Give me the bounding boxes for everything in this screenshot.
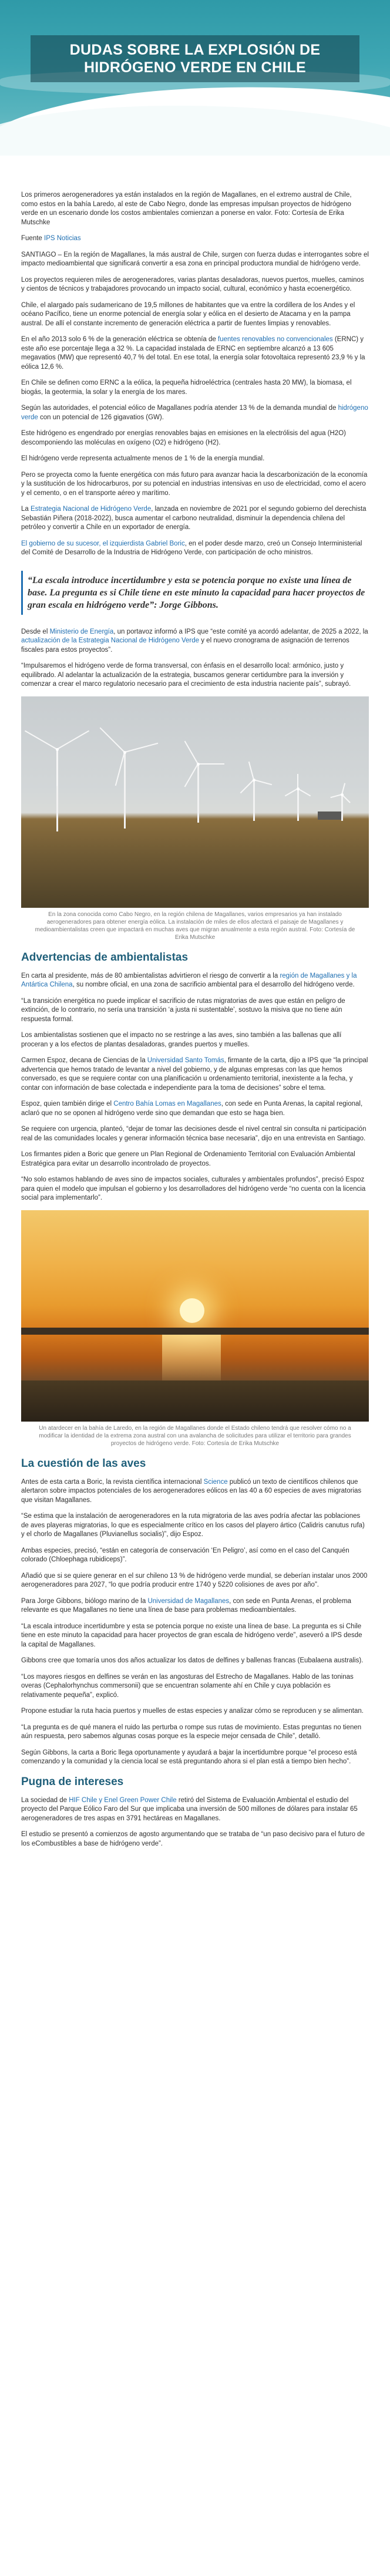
text-run: , su nombre oficial, en una zona de sacrificio ambiental para el desarrollo del hidrógeno verde. — [72, 981, 355, 988]
hif-enel-link[interactable]: HIF Chile y Enel Green Power Chile — [69, 1796, 177, 1804]
paragraph: Se requiere con urgencia, planteó, “dejar de tomar las decisiones desde el nivel central sin consulta ni participación real de las comunidades locales y generar información técnica base necesaria”, dijo en una entrevista en Santiago. — [21, 1126, 367, 1142]
paragraph — [21, 1796, 369, 1824]
paragraph: “La transición energética no puede implicar el sacrificio de rutas migratorias de aves que están en peligro de extinción, de lo contrario, no sería una transición ‘a justa ni sustentable’, sostuvo la misiva que no tiene aún respuesta formal. — [21, 997, 345, 1023]
hero-banner — [0, 0, 390, 156]
wind-turbine-shape — [56, 749, 59, 831]
text-run: La — [21, 506, 31, 513]
text-run: En el año 2013 solo 6 % de la generación eléctrica se obtenía de — [21, 336, 218, 343]
paragraph: Propone estudiar la ruta hacia puertos y muelles de estas especies y analizar cómo se reproducen y se alimentan. — [21, 1708, 364, 1715]
text-run: Para Jorge Gibbons, biólogo marino de la — [21, 1597, 148, 1605]
paragraph: Añadió que si se quiere generar en el sur chileno 13 % de hidrógeno verde mundial, se deberían instalar unos 2000 aerogeneradores para 2027, “lo que podría producir entre 1740 y 5220 colisiones de aves por año”. — [21, 1572, 368, 1588]
paragraph — [21, 505, 369, 533]
source-link[interactable]: IPS Noticias — [44, 235, 81, 242]
national-strategy-link[interactable]: Estrategia Nacional de Hidrógeno Verde — [31, 506, 152, 513]
section-heading: Pugna de intereses — [21, 1775, 124, 1788]
intro-caption: Los primeros aerogeneradores ya están instalados en la región de Magallanes, en el extremo austral de Chile, como estos en la bahía Laredo, al este de Cabo Negro, donde las empresas impulsan proyectos de hidrógeno verde en un escenario donde los costos ambientales comienzan a ponerse en valor. Foto: Cortesía de Erika Mutschke — [21, 191, 352, 226]
text-run: Carmen Espoz, decana de Ciencias de la — [21, 1057, 147, 1064]
pull-quote: “La escala introduce incertidumbre y esta se potencia porque no existe una línea de base. La pregunta es si Chile tiene en este minuto la capacidad para hacer proyectos de gran escala en hidrógeno verde”: Jorge Gibbons. — [21, 571, 369, 615]
paragraph — [21, 1056, 369, 1093]
page-title: DUDAS SOBRE LA EXPLOSIÓN DE HIDRÓGENO VERDE EN CHILE — [69, 42, 321, 76]
renewables-link[interactable]: fuentes renovables no convencionales — [218, 336, 333, 343]
section-heading: Advertencias de ambientalistas — [21, 951, 189, 964]
article-body — [0, 156, 390, 1848]
text-run: y el nuevo cronograma de asignación de terrenos fiscales para estos proyectos”. — [21, 637, 349, 654]
figure-caption: Un atardecer en la bahía de Laredo, en la región de Magallanes donde el Estado chileno tendrá que resolver cómo no a modificar la identidad de la extrema zona austral con una avalancha de solicitudes para utilizar el territorio para grandes proyectos de hidrógeno verde. Foto: Cortesía de Erika Mutschke — [39, 1425, 351, 1447]
magallanes-region-link[interactable]: región de Magallanes y la Antártica Chilena — [21, 972, 357, 988]
text-run: , con sede en Punta Arenas, el problema relevante es que Magallanes no tiene una línea de base para problemas medioambientales. — [21, 1597, 351, 1614]
paragraph: “La escala introduce incertidumbre y esta se potencia porque no existe una línea de base. La pregunta es si Chile tiene en este minuto la capacidad para hacer proyectos de gran escala de hidrógeno verde”, aseveró a IPS desde la capital de Magallanes. — [21, 1622, 362, 1648]
paragraph: En Chile se definen como ERNC a la eólica, la pequeña hidroeléctrica (centrales hasta 20 MW), la biomasa, el biogás, la geotermia, la solar y la energía de los mares. — [21, 379, 352, 396]
text-run: Desde el — [21, 628, 50, 635]
paragraph — [21, 1478, 369, 1506]
wind-turbine-shape — [253, 780, 255, 821]
green-hydrogen-link[interactable]: hidrógeno verde — [21, 405, 368, 421]
paragraph: “No solo estamos hablando de aves sino de impactos sociales, culturales y ambientales profundos”, precisó Espoz para quien el modelo que impulsan el gobierno y los desarrolladores del hidrógeno verde “no cuenta con la licencia social para implementarlo”. — [21, 1176, 366, 1201]
paragraph: “Impulsaremos el hidrógeno verde de forma transversal, con énfasis en el desarrollo local: armónico, justo y equilibrado. Al adelantar la actualización de la estrategia, buscamos generar certidumbre para la inversión y comenzar a crear el marco regulatorio necesario para el crecimiento de esta industria naciente país”, subrayó. — [21, 662, 351, 688]
boric-government-link[interactable]: El gobierno de su sucesor, el izquierdista Gabriel Boric — [21, 540, 185, 547]
text-run: con un potencial de 126 gigavatios (GW). — [38, 413, 164, 421]
paragraph: “La pregunta es de qué manera el ruido las perturba o rompe sus rutas de movimiento. Estas preguntas no tienen aún respuesta, pero sabemos algunas cosas porque es la especie mejor censada de Chile”, detalló. — [21, 1723, 362, 1740]
figure-caption: En la zona conocida como Cabo Negro, en la región chilena de Magallanes, varios empresarios ya han instalado aerogeneradores para obtener energía eólica. La instalación de miles de ellos afectará el paisaje de Magallanes y medioambientalistas creen que impactará en muchas aves que migran anualmente a esta región austral. Foto: Cortesía de Erika Mutschke — [35, 911, 355, 941]
paragraph — [21, 404, 369, 422]
figure-wind-turbines — [21, 696, 369, 941]
text-run: , con sede en Punta Arenas, la capital regional, aclaró que no se oponen al hidrógeno verde sino que demandan que esto se haga bien. — [21, 1100, 363, 1117]
paragraph: “Los mayores riesgos en delfines se verán en las angosturas del Estrecho de Magallanes. Hablo de las toninas overas (Cephalorhynchus commersonii) que se encuentran solamente ahí en Chile y cuya población es relativamente pequeña”, explicó. — [21, 1673, 354, 1699]
science-link[interactable]: Science — [203, 1478, 228, 1486]
wind-turbine-shape — [124, 752, 126, 829]
text-run: , lanzada en noviembre de 2021 por el segundo gobierno del derechista Sebastián Piñera (2018-2022), busca aumentar el carbono neutralidad, disminuir la dependencia chilena del petróleo y convertir a Chile en un exportador de energía. — [21, 506, 367, 531]
source-line — [21, 234, 369, 244]
paragraph: Ambas especies, precisó, “están en categoría de conservación ‘En Peligro’, así como en el caso del Canquén colorado (Chloephaga rubidiceps)”. — [21, 1547, 349, 1563]
sun-reflection-shape — [162, 1335, 221, 1388]
paragraph: SANTIAGO – En la región de Magallanes, la más austral de Chile, surgen con fuerza dudas e interrogantes sobre el impacto medioambiental que significará convertir a esa zona en principal productora mundial de hidrógeno verde. — [21, 251, 369, 267]
paragraph: “Se estima que la instalación de aerogeneradores en la ruta migratoria de las aves podría afectar las poblaciones de aves playeras migratorias, lo que es especialmente crítico en los casos del playero ártico (Calidris canutus rufa) y el chorlo de Magallanes (Pluvianellus socialis)”, dijo Espoz. — [21, 1513, 365, 1538]
title-box — [31, 35, 359, 82]
paragraph — [21, 628, 369, 655]
paragraph: Los proyectos requieren miles de aerogeneradores, varias plantas desaladoras, nuevos puertos, muelles, caminos y cientos de técnicos y trabajadores provocando un impacto social, cultural, económico y hasta ecoenergético. — [21, 276, 364, 292]
building-shape — [318, 811, 341, 820]
text-run: Según las autoridades, el potencial eólico de Magallanes podría atender 13 % de la demanda mundial de — [21, 405, 338, 412]
sunset-photo — [21, 1210, 369, 1422]
text-run: publicó un texto de científicos chilenos que alertaron sobre impactos potenciales de los aerogeneradores eólicos en las 40 a 60 especies de aves migratorias que visitan Magallanes. — [21, 1478, 362, 1504]
text-run: La sociedad de — [21, 1796, 69, 1804]
strategy-update-link[interactable]: actualización de la Estrategia Nacional de Hidrógeno Verde — [21, 637, 200, 644]
paragraph — [21, 1597, 369, 1615]
energy-ministry-link[interactable]: Ministerio de Energía — [49, 628, 114, 635]
paragraph: Los ambientalistas sostienen que el impacto no se restringe a las aves, sino también a las ballenas que allí proceran y a los efectos de plantas desaladoras, grandes puertos y muelles. — [21, 1032, 342, 1048]
magallanes-university-link[interactable]: Universidad de Magallanes — [147, 1597, 230, 1605]
paragraph: Según Gibbons, la carta a Boric llega oportunamente y ayudará a bajar la incertidumbre porque “el proceso está comenzando y la comunidad y la ciencia local se está preguntando ahora si el plan está a tiempo bien hecho”. — [21, 1749, 357, 1765]
santo-tomas-link[interactable]: Universidad Santo Tomás — [147, 1057, 224, 1064]
text-run: , firmante de la carta, dijo a IPS que “la principal advertencia que hemos tratado de levantar a nivel del gobierno, y de algunas empresas con las que hemos conversado, es que se requiere contar con una planificación u ordenamiento territorial, inexistente a la fecha, y contar con información de base colectada e independiente para la toma de decisiones” sobre el tema. — [21, 1057, 368, 1092]
text-run: (ERNC) y este año ese porcentaje llega a 32 %. La capacidad instalada de ERNC en septiembre alcanzó a 13 605 megavatios (MW) que representó 40,7 % del total. En ese total, la energía solar fotovoltaica representó 23,9 % y la eólica 12,6 %. — [21, 336, 365, 371]
paragraph: Pero se proyecta como la fuente energética con más futuro para avanzar hacia la descarbonización de la economía y la sustitución de los hidrocarburos, por su potencial en industrias intensivas en uso de electricidad, como el acero y el cemento, o en el transporte aéreo y marítimo. — [21, 471, 368, 497]
paragraph — [21, 335, 369, 372]
grass-shape — [21, 1380, 369, 1422]
paragraph — [21, 972, 369, 990]
text-run: En carta al presidente, más de 80 ambientalistas advirtieron el riesgo de convertir a la — [21, 972, 280, 979]
source-label: Fuente — [21, 235, 42, 242]
paragraph: Este hidrógeno es engendrado por energías renovables bajas en emisiones en la electrólisis del agua (H2O) descomponiendo las moléculas en oxígeno (O2) e hidrógeno (H2). — [21, 430, 346, 446]
paragraph: El estudio se presentó a comienzos de agosto argumentando que se trataba de “un paso decisivo para el futuro de los eCombustibles a base de hidrógeno verde”. — [21, 1831, 365, 1847]
figure-sunset — [21, 1210, 369, 1447]
sun-shape — [180, 1298, 204, 1323]
wind-turbines-photo — [21, 696, 369, 908]
paragraph: El hidrógeno verde representa actualmente menos de 1 % de la energía mundial. — [21, 455, 265, 462]
wind-turbine-shape — [341, 794, 344, 821]
paragraph: Chile, el alargado país sudamericano de 19,5 millones de habitantes que va entre la cordillera de los Andes y el océano Pacífico, tiene un enorme potencial de energía solar y eólica en el desierto de Atacama y en la pampa austral. De allí el constante incremento de generación eléctrica a partir de fuentes limpias y renovables. — [21, 301, 355, 327]
paragraph — [21, 540, 369, 558]
section-heading: La cuestión de las aves — [21, 1457, 146, 1470]
bahia-lomas-link[interactable]: Centro Bahía Lomas en Magallanes — [113, 1100, 221, 1107]
text-run: Espoz, quien también dirige el — [21, 1100, 114, 1107]
shore-shape — [21, 1328, 369, 1335]
paragraph: Los firmantes piden a Boric que genere un Plan Regional de Ordenamiento Territorial con Evaluación Ambiental Estratégica para evitar un desarrollo incontrolado de proyectos. — [21, 1151, 355, 1167]
wind-turbine-shape — [297, 789, 300, 821]
paragraph: Gibbons cree que tomaría unos dos años actualizar los datos de delfines y ballenas francas (Eubalaena australis). — [21, 1657, 364, 1664]
text-run: Antes de esta carta a Boric, la revista científica internacional — [21, 1478, 204, 1486]
text-run: retiró del Sistema de Evaluación Ambiental el estudio del proyecto del Parque Eólico Faro del Sur que implicaba una inversión de 500 millones de dólares para instalar 65 aerogeneradores de tres aspas en 3791 hectáreas en Magallanes. — [21, 1796, 358, 1822]
text-run: , un portavoz informó a IPS que “este comité ya acordó adelantar, de 2025 a 2022, la — [113, 628, 368, 635]
text-run: , en el poder desde marzo, creó un Consejo Interministerial del Comité de Desarrollo de la Industria de Hidrógeno Verde, con participación de ocho ministros. — [21, 540, 362, 556]
paragraph — [21, 1100, 369, 1118]
wind-turbine-shape — [197, 764, 200, 823]
